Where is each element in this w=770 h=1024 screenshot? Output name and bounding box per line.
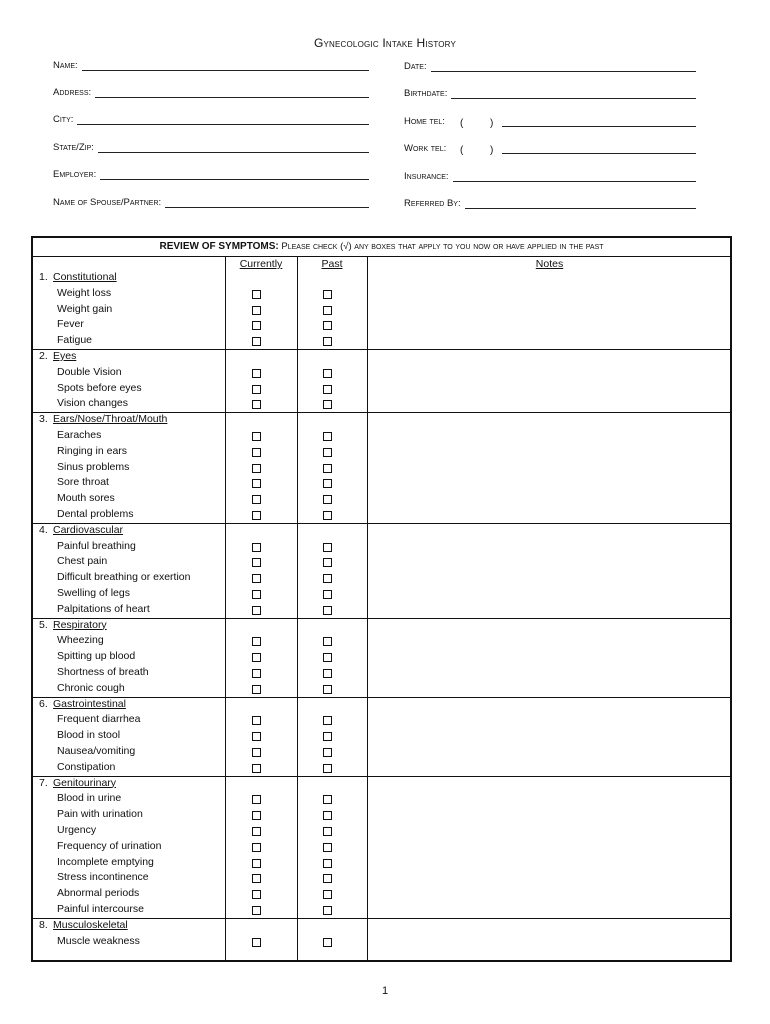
section-divider (33, 697, 730, 698)
work-tel-paren-close: ) (490, 145, 494, 156)
past-checkbox[interactable] (323, 448, 332, 457)
symptom-label: Double Vision (57, 365, 122, 378)
past-checkbox[interactable] (323, 385, 332, 394)
birthdate-line[interactable] (451, 88, 696, 99)
past-checkbox[interactable] (323, 859, 332, 868)
section-number: 6. (39, 697, 48, 710)
symptom-label: Abnormal periods (57, 887, 140, 900)
referred-by-label: Referred By: (404, 198, 461, 209)
home-tel-field[interactable] (404, 116, 696, 127)
insurance-label: Insurance: (404, 171, 449, 182)
currently-checkbox[interactable] (252, 369, 261, 378)
name-field[interactable] (53, 60, 369, 71)
referred-by-field[interactable] (404, 198, 696, 209)
referred-by-line[interactable] (465, 198, 696, 209)
symptom-label: Earaches (57, 429, 102, 441)
section-heading (39, 271, 117, 283)
section-divider (33, 618, 730, 619)
currently-checkbox[interactable] (252, 859, 261, 868)
col-divider-past (297, 256, 298, 960)
section-heading (39, 350, 76, 362)
section-name: Respiratory (53, 618, 107, 631)
past-checkbox[interactable] (323, 890, 332, 899)
past-checkbox[interactable] (323, 400, 332, 409)
address-label: Address: (53, 87, 92, 98)
currently-checkbox[interactable] (252, 306, 261, 315)
ros-header-instructions: Please check (√) any boxes that apply to you now or have applied in the past (278, 241, 604, 252)
symptom-label: Stress incontinence (57, 871, 149, 884)
work-tel-line[interactable] (502, 143, 696, 154)
currently-checkbox[interactable] (252, 874, 261, 883)
currently-checkbox[interactable] (252, 669, 261, 678)
past-checkbox[interactable] (323, 337, 332, 346)
section-divider (33, 918, 730, 919)
symptom-label: Fatigue (57, 334, 93, 347)
section-number: 1. (39, 271, 48, 283)
symptom-label: Palpitations of heart (57, 602, 150, 615)
state-zip-field[interactable] (53, 142, 369, 153)
section-heading (39, 619, 107, 631)
review-of-symptoms-table (31, 236, 732, 962)
past-checkbox[interactable] (323, 716, 332, 725)
symptom-label: Frequent diarrhea (57, 713, 141, 726)
section-number: 8. (39, 918, 48, 931)
section-number: 5. (39, 618, 48, 631)
section-name: Musculoskeletal (53, 918, 128, 931)
page-number: 1 (381, 985, 389, 997)
past-checkbox[interactable] (323, 764, 332, 773)
symptom-label: Frequency of urination (57, 839, 162, 852)
birthdate-field[interactable] (404, 88, 696, 99)
section-heading (39, 524, 123, 536)
past-checkbox[interactable] (323, 543, 332, 552)
currently-checkbox[interactable] (252, 495, 261, 504)
past-checkbox[interactable] (323, 495, 332, 504)
symptom-label: Weight loss (57, 286, 112, 299)
symptom-label: Blood in urine (57, 792, 122, 805)
date-label: Date: (404, 61, 427, 72)
symptom-label: Ringing in ears (57, 444, 128, 457)
name-line[interactable] (82, 60, 369, 71)
currently-checkbox[interactable] (252, 811, 261, 820)
currently-checkbox[interactable] (252, 511, 261, 520)
currently-checkbox[interactable] (252, 685, 261, 694)
currently-checkbox[interactable] (252, 543, 261, 552)
employer-label: Employer: (53, 169, 97, 180)
currently-checkbox[interactable] (252, 400, 261, 409)
address-line[interactable] (95, 87, 369, 98)
past-checkbox[interactable] (323, 938, 332, 947)
insurance-line[interactable] (453, 171, 696, 182)
currently-checkbox[interactable] (252, 827, 261, 836)
symptom-label: Vision changes (57, 397, 129, 410)
symptom-label: Mouth sores (57, 492, 115, 505)
symptom-label: Wheezing (57, 634, 104, 647)
currently-checkbox[interactable] (252, 337, 261, 346)
section-divider (33, 349, 730, 350)
section-number: 2. (39, 350, 48, 362)
past-checkbox[interactable] (323, 290, 332, 299)
currently-checkbox[interactable] (252, 637, 261, 646)
currently-checkbox[interactable] (252, 385, 261, 394)
ros-header (33, 238, 730, 257)
date-line[interactable] (431, 61, 696, 72)
section-heading (39, 413, 167, 425)
address-field[interactable] (53, 87, 369, 98)
home-tel-paren-close: ) (490, 118, 494, 129)
state-zip-line[interactable] (98, 142, 369, 153)
symptom-label: Difficult breathing or exertion (57, 571, 191, 584)
symptom-label: Blood in stool (57, 729, 121, 742)
past-checkbox[interactable] (323, 590, 332, 599)
past-checkbox[interactable] (323, 653, 332, 662)
past-checkbox[interactable] (323, 669, 332, 678)
employer-field[interactable] (53, 169, 369, 180)
past-checkbox[interactable] (323, 369, 332, 378)
currently-checkbox[interactable] (252, 748, 261, 757)
currently-checkbox[interactable] (252, 795, 261, 804)
symptom-label: Incomplete emptying (57, 855, 154, 868)
past-checkbox[interactable] (323, 306, 332, 315)
section-number: 3. (39, 413, 48, 426)
currently-checkbox[interactable] (252, 448, 261, 457)
past-checkbox[interactable] (323, 511, 332, 520)
past-checkbox[interactable] (323, 637, 332, 646)
section-heading (39, 698, 126, 710)
past-checkbox[interactable] (323, 574, 332, 583)
section-name: Eyes (53, 350, 77, 362)
currently-checkbox[interactable] (252, 843, 261, 852)
city-field[interactable] (53, 114, 369, 125)
currently-checkbox[interactable] (252, 464, 261, 473)
symptom-label: Nausea/vomiting (57, 745, 136, 757)
currently-checkbox[interactable] (252, 590, 261, 599)
work-tel-label: Work tel: (404, 143, 447, 154)
past-checkbox[interactable] (323, 811, 332, 820)
symptom-label: Constipation (57, 760, 116, 773)
symptom-label: Painful breathing (57, 539, 136, 552)
symptom-label: Shortness of breath (57, 666, 149, 678)
home-tel-label: Home tel: (404, 116, 445, 127)
past-checkbox[interactable] (323, 479, 332, 488)
section-name: Cardiovascular (53, 523, 124, 536)
spouse-label: Name of Spouse/Partner: (53, 197, 162, 208)
currently-checkbox[interactable] (252, 732, 261, 741)
col-header-past: Past (321, 258, 343, 270)
symptom-label: Dental problems (57, 508, 134, 520)
employer-line[interactable] (100, 169, 369, 180)
section-name: Ears/Nose/Throat/Mouth (53, 413, 168, 426)
symptom-label: Spitting up blood (57, 650, 136, 663)
work-tel-field[interactable] (404, 143, 696, 154)
col-divider-notes (367, 256, 368, 960)
date-field[interactable] (404, 61, 696, 72)
work-tel-paren-open: ( (460, 145, 464, 156)
symptom-label: Pain with urination (57, 808, 143, 821)
currently-checkbox[interactable] (252, 653, 261, 662)
section-number: 7. (39, 776, 48, 789)
city-line[interactable] (77, 114, 369, 125)
home-tel-line[interactable] (502, 116, 696, 127)
symptom-label: Sore throat (57, 476, 109, 489)
section-name: Gastrointestinal (53, 697, 126, 710)
currently-checkbox[interactable] (252, 290, 261, 299)
section-heading (39, 777, 116, 789)
currently-checkbox[interactable] (252, 479, 261, 488)
col-header-notes: Notes (535, 258, 564, 270)
col-divider-currently (225, 256, 226, 960)
home-tel-paren-open: ( (460, 118, 464, 129)
currently-checkbox[interactable] (252, 716, 261, 725)
symptom-label: Sinus problems (57, 460, 130, 473)
currently-checkbox[interactable] (252, 321, 261, 330)
past-checkbox[interactable] (323, 874, 332, 883)
state-zip-label: State/Zip: (53, 142, 94, 153)
symptom-label: Fever (57, 318, 84, 331)
past-checkbox[interactable] (323, 321, 332, 330)
form-title: Gynecologic Intake History (313, 36, 457, 50)
past-checkbox[interactable] (323, 795, 332, 804)
past-checkbox[interactable] (323, 606, 332, 615)
symptom-label: Weight gain (57, 302, 113, 315)
spouse-field[interactable] (53, 197, 369, 208)
currently-checkbox[interactable] (252, 764, 261, 773)
name-label: Name: (53, 60, 78, 71)
past-checkbox[interactable] (323, 558, 332, 567)
birthdate-label: Birthdate: (404, 88, 448, 99)
insurance-field[interactable] (404, 171, 696, 182)
past-checkbox[interactable] (323, 827, 332, 836)
currently-checkbox[interactable] (252, 432, 261, 441)
past-checkbox[interactable] (323, 732, 332, 741)
currently-checkbox[interactable] (252, 606, 261, 615)
past-checkbox[interactable] (323, 906, 332, 915)
currently-checkbox[interactable] (252, 574, 261, 583)
symptom-label: Spots before eyes (57, 381, 142, 394)
section-heading (39, 919, 128, 931)
symptom-label: Urgency (57, 824, 97, 836)
currently-checkbox[interactable] (252, 890, 261, 899)
symptom-label: Muscle weakness (57, 934, 140, 947)
past-checkbox[interactable] (323, 843, 332, 852)
ros-header-title: REVIEW OF SYMPTOMS: (159, 241, 279, 252)
past-checkbox[interactable] (323, 685, 332, 694)
symptom-label: Chest pain (57, 555, 108, 568)
past-checkbox[interactable] (323, 464, 332, 473)
past-checkbox[interactable] (323, 432, 332, 441)
col-header-currently: Currently (239, 258, 283, 270)
section-divider (33, 776, 730, 777)
symptom-label: Chronic cough (57, 681, 125, 694)
currently-checkbox[interactable] (252, 558, 261, 567)
section-name: Constitutional (53, 271, 117, 283)
spouse-line[interactable] (165, 197, 369, 208)
currently-checkbox[interactable] (252, 938, 261, 947)
currently-checkbox[interactable] (252, 906, 261, 915)
section-name: Genitourinary (53, 776, 117, 789)
section-number: 4. (39, 523, 48, 536)
city-label: City: (53, 114, 74, 125)
symptom-label: Swelling of legs (57, 587, 130, 599)
symptom-label: Painful intercourse (57, 903, 144, 915)
section-divider (33, 523, 730, 524)
past-checkbox[interactable] (323, 748, 332, 757)
